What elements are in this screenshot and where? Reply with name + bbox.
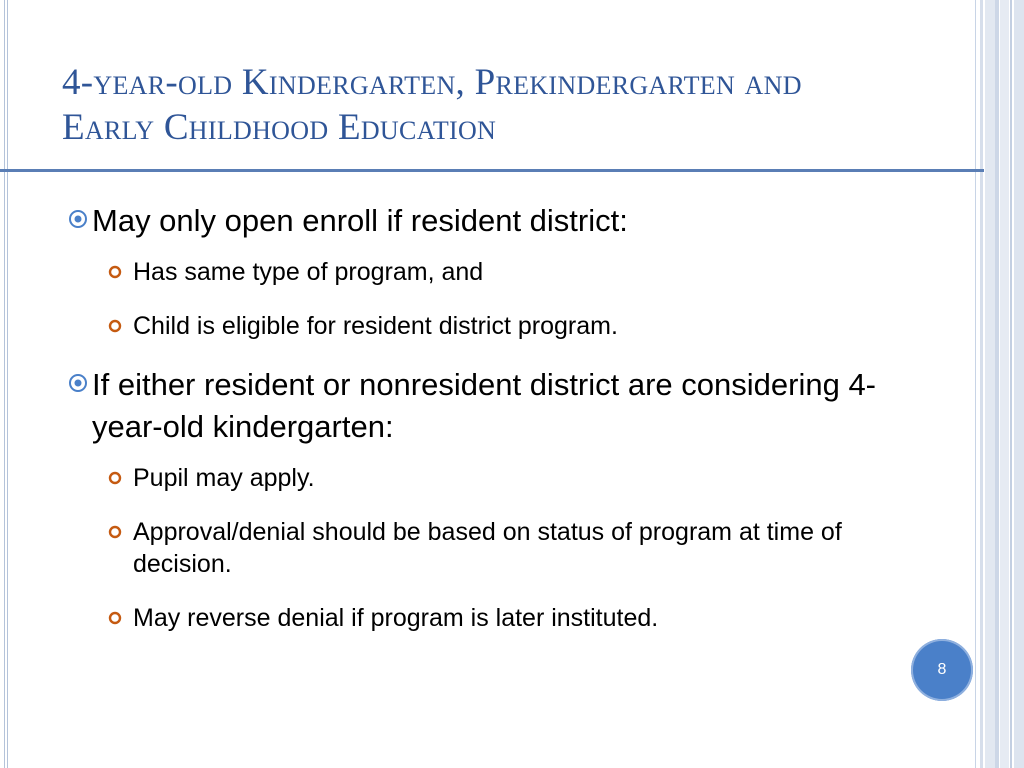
bullet-text: If either resident or nonresident district are considering 4-year-old kindergarten:	[92, 367, 877, 444]
sub-bullet-item	[105, 462, 892, 494]
bullet-text: May only open enroll if resident district:	[92, 203, 628, 238]
page-number: 8	[937, 661, 947, 678]
sub-bullet-text: Has same type of program, and	[133, 258, 484, 286]
ring-bullet-icon	[108, 525, 122, 539]
circle-dot-bullet-icon	[68, 209, 88, 229]
sub-bullet-text: Approval/denial should be based on status of program at time of decision.	[133, 518, 842, 578]
circle-dot-bullet-icon	[68, 373, 88, 393]
bullet-item	[62, 364, 892, 448]
ring-bullet-icon	[108, 471, 122, 485]
right-decorative-stripe	[1000, 0, 1009, 768]
left-border-line	[7, 0, 8, 768]
slide-title-line: 4-year-old Kindergarten, Prekindergarten and	[62, 62, 802, 103]
ring-bullet-icon	[108, 265, 122, 279]
slide-title-line: Early Childhood Education	[62, 107, 497, 148]
sub-bullet-text: May reverse denial if program is later instituted.	[133, 604, 659, 632]
ring-bullet-icon	[108, 611, 122, 625]
sub-bullet-text: Child is eligible for resident district program.	[133, 312, 618, 340]
slide-title	[62, 60, 972, 150]
right-decorative-stripe	[1014, 0, 1024, 768]
right-decorative-stripe	[985, 0, 995, 768]
title-divider	[0, 169, 984, 172]
right-decorative-stripe	[995, 0, 999, 768]
right-decorative-stripe	[1010, 0, 1012, 768]
sub-bullet-item	[105, 310, 892, 342]
left-border-line	[4, 0, 5, 768]
page-number-badge	[911, 639, 973, 701]
slide-body	[62, 200, 892, 656]
sub-bullet-item	[105, 256, 892, 288]
sub-bullet-text: Pupil may apply.	[133, 464, 315, 492]
right-decorative-stripe	[975, 0, 976, 768]
bullet-item	[62, 200, 892, 242]
sub-bullet-item	[105, 602, 892, 634]
sub-bullet-item	[105, 516, 892, 580]
ring-bullet-icon	[108, 319, 122, 333]
right-decorative-stripe	[980, 0, 983, 768]
